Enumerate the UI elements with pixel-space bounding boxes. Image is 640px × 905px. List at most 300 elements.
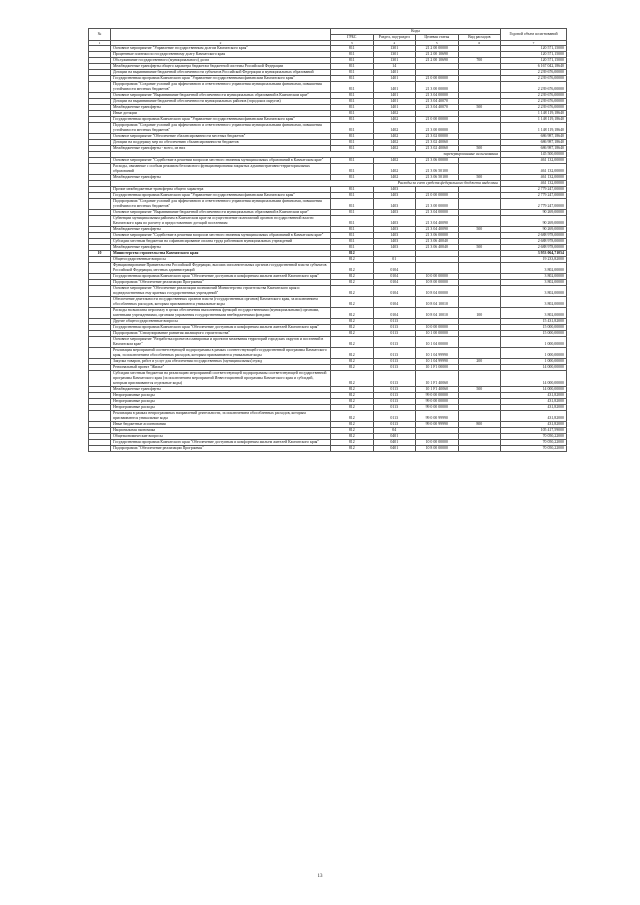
- row-name: Иные бюджетные ассигнования: [111, 422, 331, 428]
- row-section: 0104: [373, 297, 416, 308]
- row-amount: 2 239 676,00000: [501, 82, 567, 93]
- row-amount: 2 239 676,00000: [501, 70, 567, 76]
- row-article: 10 8 04 00000: [416, 286, 459, 297]
- row-article: 21 3 06 50100: [416, 175, 459, 181]
- row-section: 01: [373, 257, 416, 263]
- row-grbs: 812: [331, 348, 374, 359]
- header-article: Целевая статья: [416, 35, 459, 41]
- header-grbs: ГРБС: [331, 35, 374, 41]
- row-name: Субвенции муниципальным районам в Камчатском крае на осуществление полномочий органов государственной власти Камчатского края по расчету и предоставлению дотаций поселениям: [111, 216, 331, 227]
- row-expense-type: [458, 82, 501, 93]
- row-name: Межбюджетные трансферты: [111, 245, 331, 251]
- row-section: 1402: [373, 134, 416, 140]
- row-num: [89, 123, 111, 134]
- row-grbs: 811: [331, 193, 374, 199]
- row-amount: 70 050,22000: [501, 446, 567, 452]
- row-amount: 70 050,22000: [501, 434, 567, 440]
- row-amount: 686 987,18640: [501, 134, 567, 140]
- row-amount: 105 417,59000: [501, 428, 567, 434]
- row-expense-type: [458, 164, 501, 175]
- row-grbs: 812: [331, 359, 374, 365]
- row-name: Межбюджетные трансферты: [111, 175, 331, 181]
- row-expense-type: 700: [458, 58, 501, 64]
- row-expense-type: [458, 337, 501, 348]
- row-grbs: 811: [331, 227, 374, 233]
- row-expense-type: [458, 286, 501, 297]
- table-row: [89, 348, 567, 359]
- row-note: Расходы за счет средств федерального бюджета выделены: [111, 181, 501, 187]
- row-article: 10 1 04 99990: [416, 348, 459, 359]
- column-number: 4: [373, 41, 416, 46]
- row-num: [89, 199, 111, 210]
- row-name: Реализация в рамках непрограммных направлений деятельности, за исключением обособленных расходов, которым присваиваются уникальные коды: [111, 411, 331, 422]
- row-name: Подпрограмма "Стимулирование развития жилищного строительства": [111, 331, 331, 337]
- row-article: 99 0 00 99990: [416, 422, 459, 428]
- row-name: Основное мероприятие "Содействие в решении вопросов местного значения муниципальных образований в Камчатском крае": [111, 158, 331, 164]
- row-section: 0104: [373, 274, 416, 280]
- row-expense-type: 500: [458, 387, 501, 393]
- row-section: 1402: [373, 123, 416, 134]
- row-section: 0113: [373, 325, 416, 331]
- row-expense-type: [458, 297, 501, 308]
- row-grbs: 811: [331, 76, 374, 82]
- row-num: [89, 216, 111, 227]
- row-grbs: 812: [331, 257, 374, 263]
- row-name: Основное мероприятие "Управление государственным долгом Камчатского края": [111, 46, 331, 52]
- table-row: [89, 263, 567, 274]
- row-amount: 3 802,00000: [501, 274, 567, 280]
- row-grbs: 811: [331, 158, 374, 164]
- row-grbs: 811: [331, 140, 374, 146]
- row-name: Подпрограмма "Обеспечение реализации Программы": [111, 446, 331, 452]
- row-article: 10 1 F1 40060: [416, 387, 459, 393]
- row-amount: 120 571,15000: [501, 46, 567, 52]
- row-note: зарезервированные ассигнования: [111, 152, 501, 158]
- row-num: [89, 297, 111, 308]
- row-grbs: 811: [331, 99, 374, 105]
- table-row: [89, 286, 567, 297]
- row-grbs: 812: [331, 411, 374, 422]
- page-number: 13: [317, 874, 323, 879]
- row-grbs: 811: [331, 210, 374, 216]
- row-grbs: 811: [331, 146, 374, 152]
- row-name: Дотации на поддержку мер по обеспечению сбалансированности бюджетов: [111, 140, 331, 146]
- row-grbs: 812: [331, 251, 374, 257]
- row-grbs: 812: [331, 297, 374, 308]
- row-expense-type: [458, 123, 501, 134]
- row-article: 21 3 04 40090: [416, 227, 459, 233]
- table-body: [89, 41, 567, 452]
- row-amount: 14 000,00000: [501, 387, 567, 393]
- row-name: Закупка товаров, работ и услуг для обеспечения государственных (муниципальных) нужд: [111, 359, 331, 365]
- row-expense-type: 800: [458, 422, 501, 428]
- row-section: 04: [373, 428, 416, 434]
- row-section: 0113: [373, 387, 416, 393]
- row-amount: 1 148 119,18640: [501, 123, 567, 134]
- column-number: 1: [89, 41, 111, 46]
- row-name: Дотации на выравнивание бюджетной обеспеченности муниципальных районов (городских округов): [111, 99, 331, 105]
- row-section: 1401: [373, 76, 416, 82]
- row-article: 21 3 00 00000: [416, 82, 459, 93]
- row-num: [89, 263, 111, 274]
- row-name: Дотации на выравнивание бюджетной обеспеченности субъектов Российской Федерации и муниципальных образований: [111, 70, 331, 76]
- row-amount: 431,82000: [501, 393, 567, 399]
- row-amount: 2 688 978,00000: [501, 233, 567, 239]
- row-name: Непрограммные расходы: [111, 405, 331, 411]
- row-name: Расходы на выплаты персоналу в целях обеспечения выполнения функций государственными (муниципальными) органами, казенными учреждениями, органами управления государственными внебюджетными фондами: [111, 308, 331, 319]
- row-section: 1301: [373, 46, 416, 52]
- row-expense-type: 500: [458, 245, 501, 251]
- row-name: Общегосударственные вопросы: [111, 257, 331, 263]
- row-article: 21 0 00 00000: [416, 76, 459, 82]
- row-name: Государственная программа Камчатского края "Управление государственными финансами Камчатского края": [111, 117, 331, 123]
- row-grbs: 811: [331, 245, 374, 251]
- row-section: 0113: [373, 399, 416, 405]
- row-name: Региональный проект "Жилье": [111, 365, 331, 371]
- row-article: 21 2 00 00000: [416, 46, 459, 52]
- row-name: Основное мероприятие "Выравнивание бюджетной обеспеченности муниципальных образований в Камчатском крае": [111, 93, 331, 99]
- row-grbs: 811: [331, 134, 374, 140]
- row-section: 0104: [373, 280, 416, 286]
- row-article: 21 3 06 40040: [416, 239, 459, 245]
- row-name: Межбюджетные трансферты: [111, 227, 331, 233]
- row-amount: 461 132,00000: [501, 181, 567, 187]
- row-grbs: 812: [331, 405, 374, 411]
- header-expense-type: Вид расходов: [458, 35, 501, 41]
- row-section: 1401: [373, 82, 416, 93]
- row-article: 10 8 00 00000: [416, 446, 459, 452]
- row-article: 10 0 00 00000: [416, 440, 459, 446]
- row-section: 1402: [373, 146, 416, 152]
- row-amount: 431,82000: [501, 399, 567, 405]
- row-grbs: 811: [331, 58, 374, 64]
- row-section: 0113: [373, 411, 416, 422]
- row-name: Общеэкономические вопросы: [111, 434, 331, 440]
- row-section: 0113: [373, 393, 416, 399]
- row-amount: 686 987,18640: [501, 140, 567, 146]
- row-name: Подпрограмма "Создание условий для эффективного и ответственного управления муниципальными финансами, повышения устойчивости местных бюджетов": [111, 123, 331, 134]
- row-name: Процентные платежи по государственному долгу Камчатского края: [111, 52, 331, 58]
- row-amount: 14 000,00000: [501, 365, 567, 371]
- row-grbs: 812: [331, 286, 374, 297]
- row-section: 1403: [373, 199, 416, 210]
- row-amount: 2 239 676,00000: [501, 93, 567, 99]
- row-grbs: 812: [331, 280, 374, 286]
- row-article: 10 1 04 99990: [416, 359, 459, 365]
- row-amount: 15 000,00000: [501, 325, 567, 331]
- row-name: Основное мероприятие "Выравнивание бюджетной обеспеченности муниципальных образований в Камчатском крае": [111, 210, 331, 216]
- row-section: 1403: [373, 187, 416, 193]
- row-amount: 2 688 978,00000: [501, 245, 567, 251]
- column-number: 2: [111, 41, 331, 46]
- row-name: Непрограммные расходы: [111, 393, 331, 399]
- row-grbs: 811: [331, 46, 374, 52]
- row-expense-type: [458, 446, 501, 452]
- row-amount: 1 000,00000: [501, 348, 567, 359]
- row-grbs: 812: [331, 331, 374, 337]
- row-section: 1402: [373, 164, 416, 175]
- row-expense-type: 100: [458, 308, 501, 319]
- row-section: 0113: [373, 337, 416, 348]
- row-grbs: 811: [331, 105, 374, 111]
- row-amount: 15 000,00000: [501, 331, 567, 337]
- row-amount: 3 953 064,71054: [501, 251, 567, 257]
- row-grbs: 812: [331, 387, 374, 393]
- table-row: [89, 371, 567, 387]
- row-article: 21 3 04 40070: [416, 105, 459, 111]
- row-grbs: 811: [331, 175, 374, 181]
- row-section: 0113: [373, 422, 416, 428]
- row-section: 1403: [373, 216, 416, 227]
- row-article: [416, 263, 459, 274]
- row-section: 1403: [373, 227, 416, 233]
- row-grbs: 812: [331, 325, 374, 331]
- row-section: 0113: [373, 348, 416, 359]
- row-grbs: 811: [331, 199, 374, 210]
- row-section: 0113: [373, 359, 416, 365]
- row-article: 21 3 02 40060: [416, 146, 459, 152]
- row-amount: 2 239 676,00000: [501, 76, 567, 82]
- row-grbs: 812: [331, 319, 374, 325]
- row-amount: 431,82000: [501, 405, 567, 411]
- table-row: [89, 199, 567, 210]
- row-amount: 2 779 247,00000: [501, 199, 567, 210]
- row-article: 10 0 00 00000: [416, 325, 459, 331]
- row-amount: 2 779 247,00000: [501, 187, 567, 193]
- header-amount: Годовой объем ассигнований: [501, 29, 567, 41]
- row-section: 1301: [373, 52, 416, 58]
- row-section: 1402: [373, 175, 416, 181]
- row-name: Государственная программа Камчатского края "Обеспечение доступным и комфортным жильем жителей Камчатского края": [111, 325, 331, 331]
- row-article: 21 0 00 00000: [416, 193, 459, 199]
- row-name: Государственная программа Камчатского края "Управление государственными финансами Камчатского края": [111, 76, 331, 82]
- row-article: 99 0 00 00000: [416, 393, 459, 399]
- row-article: 99 0 00 00000: [416, 399, 459, 405]
- row-expense-type: 500: [458, 105, 501, 111]
- row-name: Обслуживание государственного (муниципального) долга: [111, 58, 331, 64]
- row-name: Другие общегосударственные вопросы: [111, 319, 331, 325]
- row-amount: 3 802,00000: [501, 297, 567, 308]
- row-amount: 90 269,00000: [501, 227, 567, 233]
- row-amount: 3 802,00000: [501, 263, 567, 274]
- row-amount: 461 132,00000: [501, 175, 567, 181]
- row-article: 21 0 00 00000: [416, 117, 459, 123]
- budget-table-sheet: [88, 28, 567, 452]
- row-name: Иные дотации: [111, 111, 331, 117]
- row-article: 21 3 04 00000: [416, 93, 459, 99]
- row-name: Межбюджетные трансферты общего характера бюджетам бюджетной системы Российской Федерации: [111, 64, 331, 70]
- row-name: Основное мероприятие "Разработка проектов планировки и проектов межевания территорий городских округов и поселений в Камчатском крае": [111, 337, 331, 348]
- row-expense-type: 500: [458, 227, 501, 233]
- row-grbs: 811: [331, 64, 374, 70]
- row-amount: 1 148 119,18640: [501, 111, 567, 117]
- row-article: 21 2 00 10690: [416, 52, 459, 58]
- row-section: 0401: [373, 434, 416, 440]
- table-row: [89, 82, 567, 93]
- row-section: 0113: [373, 331, 416, 337]
- row-name: Непрограммные расходы: [111, 399, 331, 405]
- row-section: 1403: [373, 210, 416, 216]
- row-grbs: 811: [331, 123, 374, 134]
- row-section: 14: [373, 64, 416, 70]
- table-row: [89, 411, 567, 422]
- row-grbs: 812: [331, 428, 374, 434]
- table-row: [89, 164, 567, 175]
- row-num: [89, 371, 111, 387]
- row-expense-type: [458, 348, 501, 359]
- header-section: Раздел, под-раздел: [373, 35, 416, 41]
- row-amount: 461 132,00000: [501, 158, 567, 164]
- row-article: 10 0 00 00000: [416, 274, 459, 280]
- row-section: 0104: [373, 286, 416, 297]
- row-article: 99 0 00 99990: [416, 411, 459, 422]
- row-grbs: 811: [331, 93, 374, 99]
- row-section: 1401: [373, 93, 416, 99]
- row-article: 21 3 02 00000: [416, 134, 459, 140]
- row-num: [89, 286, 111, 297]
- row-amount: 1 148 119,18640: [501, 117, 567, 123]
- row-article: 21 3 06 50100: [416, 164, 459, 175]
- row-name: Государственная программа Камчатского края "Обеспечение доступным и комфортным жильем жителей Камчатского края": [111, 440, 331, 446]
- row-amount: 90 269,00000: [501, 216, 567, 227]
- row-grbs: 811: [331, 70, 374, 76]
- row-grbs: 811: [331, 233, 374, 239]
- row-expense-type: [458, 199, 501, 210]
- row-num: 10: [89, 251, 111, 257]
- row-section: 1402: [373, 140, 416, 146]
- row-amount: 1 000,00000: [501, 359, 567, 365]
- row-amount: 19 233,82000: [501, 257, 567, 263]
- row-amount: 90 269,00000: [501, 210, 567, 216]
- row-grbs: 812: [331, 422, 374, 428]
- table-row: [89, 297, 567, 308]
- row-amount: 145 500,00000: [501, 152, 567, 158]
- row-grbs: 811: [331, 52, 374, 58]
- column-number: 7: [501, 41, 567, 46]
- budget-table: [88, 28, 567, 452]
- row-article: 10 1 00 00000: [416, 331, 459, 337]
- row-grbs: 811: [331, 117, 374, 123]
- row-name: Государственная программа Камчатского края "Обеспечение доступным и комфортным жильем жителей Камчатского края": [111, 274, 331, 280]
- table-row: [89, 308, 567, 319]
- row-name: Прочие межбюджетные трансферты общего характера: [111, 187, 331, 193]
- row-section: 0401: [373, 446, 416, 452]
- row-amount: 70 050,22000: [501, 440, 567, 446]
- row-article: 10 8 04 10010: [416, 308, 459, 319]
- row-num: [89, 446, 111, 452]
- header-name: [111, 29, 331, 41]
- row-name: Основное мероприятие "Обеспечение реализации полномочий Министерства строительства Камчатского края и подведомственных ему краевых государственных учреждений": [111, 286, 331, 297]
- row-name: Основное мероприятие "Обеспечение сбалансированности местных бюджетов": [111, 134, 331, 140]
- row-name: Межбюджетные трансферты: [111, 387, 331, 393]
- row-name: Подпрограмма "Обеспечение реализации Программы": [111, 280, 331, 286]
- row-expense-type: [458, 216, 501, 227]
- row-section: 0113: [373, 371, 416, 387]
- table-row: [89, 337, 567, 348]
- row-grbs: 812: [331, 337, 374, 348]
- header-codes: Коды: [331, 29, 501, 35]
- row-grbs: 812: [331, 399, 374, 405]
- row-amount: 6 167 042,18640: [501, 64, 567, 70]
- row-num: [89, 348, 111, 359]
- row-section: 1403: [373, 193, 416, 199]
- row-section: 1403: [373, 239, 416, 245]
- row-expense-type: 200: [458, 359, 501, 365]
- row-amount: 120 571,15000: [501, 52, 567, 58]
- row-grbs: 811: [331, 111, 374, 117]
- row-grbs: 812: [331, 274, 374, 280]
- row-amount: 461 132,00000: [501, 164, 567, 175]
- row-amount: 3 802,00000: [501, 286, 567, 297]
- row-amount: 14 000,00000: [501, 371, 567, 387]
- header-num: №: [89, 29, 111, 41]
- row-amount: 2 239 676,00000: [501, 99, 567, 105]
- row-article: 21 3 04 40070: [416, 99, 459, 105]
- row-article: 10 8 00 00000: [416, 280, 459, 286]
- row-amount: 3 802,00000: [501, 280, 567, 286]
- row-article: 10 1 04 00000: [416, 337, 459, 348]
- row-grbs: 812: [331, 440, 374, 446]
- row-grbs: 811: [331, 82, 374, 93]
- row-article: 99 0 00 00000: [416, 405, 459, 411]
- row-section: 0113: [373, 365, 416, 371]
- row-amount: 431,82000: [501, 422, 567, 428]
- row-expense-type: [458, 263, 501, 274]
- table-row: [89, 446, 567, 452]
- row-grbs: 812: [331, 308, 374, 319]
- row-grbs: 812: [331, 446, 374, 452]
- row-name: Расходы, связанные с особым режимом безопасного функционирования закрытых административно-территориальных образований: [111, 164, 331, 175]
- row-amount: 2 239 676,00000: [501, 105, 567, 111]
- row-name: Реализация мероприятий соответствующей подпрограммы в рамках соответствующей государственной программы Камчатского края, за исключением обособленных расходов, которым присваиваются уникальные коды: [111, 348, 331, 359]
- row-name: Национальная экономика: [111, 428, 331, 434]
- row-article: 10 1 F1 40060: [416, 371, 459, 387]
- row-name: Обеспечение деятельности государственных органов власти (государственных органов) Камчатского края, за исключением обособленных расходов, которым присваиваются уникальные коды: [111, 297, 331, 308]
- row-num: [89, 337, 111, 348]
- row-article: 21 3 00 00000: [416, 123, 459, 134]
- row-name: Основное мероприятие "Содействие в решении вопросов местного значения муниципальных образований в Камчатском крае": [111, 233, 331, 239]
- row-grbs: 812: [331, 393, 374, 399]
- row-grbs: 811: [331, 216, 374, 227]
- row-num: [89, 82, 111, 93]
- row-grbs: 811: [331, 164, 374, 175]
- row-section: 1402: [373, 111, 416, 117]
- row-num: [89, 308, 111, 319]
- row-article: 21 3 02 40060: [416, 140, 459, 146]
- row-section: 1402: [373, 158, 416, 164]
- column-number: 6: [458, 41, 501, 46]
- column-number: 3: [331, 41, 374, 46]
- row-name: Министерство строительства Камчатского края: [111, 251, 331, 257]
- row-article: 10 1 F1 00000: [416, 365, 459, 371]
- row-amount: 686 987,18640: [501, 146, 567, 152]
- row-name: Подпрограмма "Создание условий для эффективного и ответственного управления муниципальными финансами, повышения устойчивости местных бюджетов": [111, 82, 331, 93]
- row-section: 0113: [373, 405, 416, 411]
- table-row: [89, 216, 567, 227]
- row-amount: 3 802,00000: [501, 308, 567, 319]
- row-expense-type: [458, 371, 501, 387]
- row-amount: 431,82000: [501, 411, 567, 422]
- row-expense-type: 500: [458, 146, 501, 152]
- row-name: Субсидии местным бюджетам на софинансирование оплаты труда работников муниципальных учреждений: [111, 239, 331, 245]
- row-article: 21 3 06 00000: [416, 233, 459, 239]
- row-grbs: 812: [331, 371, 374, 387]
- row-article: 10 8 04 10010: [416, 297, 459, 308]
- row-article: 21 3 04 40090: [416, 216, 459, 227]
- row-section: 1402: [373, 117, 416, 123]
- row-article: 21 3 00 00000: [416, 199, 459, 210]
- row-grbs: 811: [331, 239, 374, 245]
